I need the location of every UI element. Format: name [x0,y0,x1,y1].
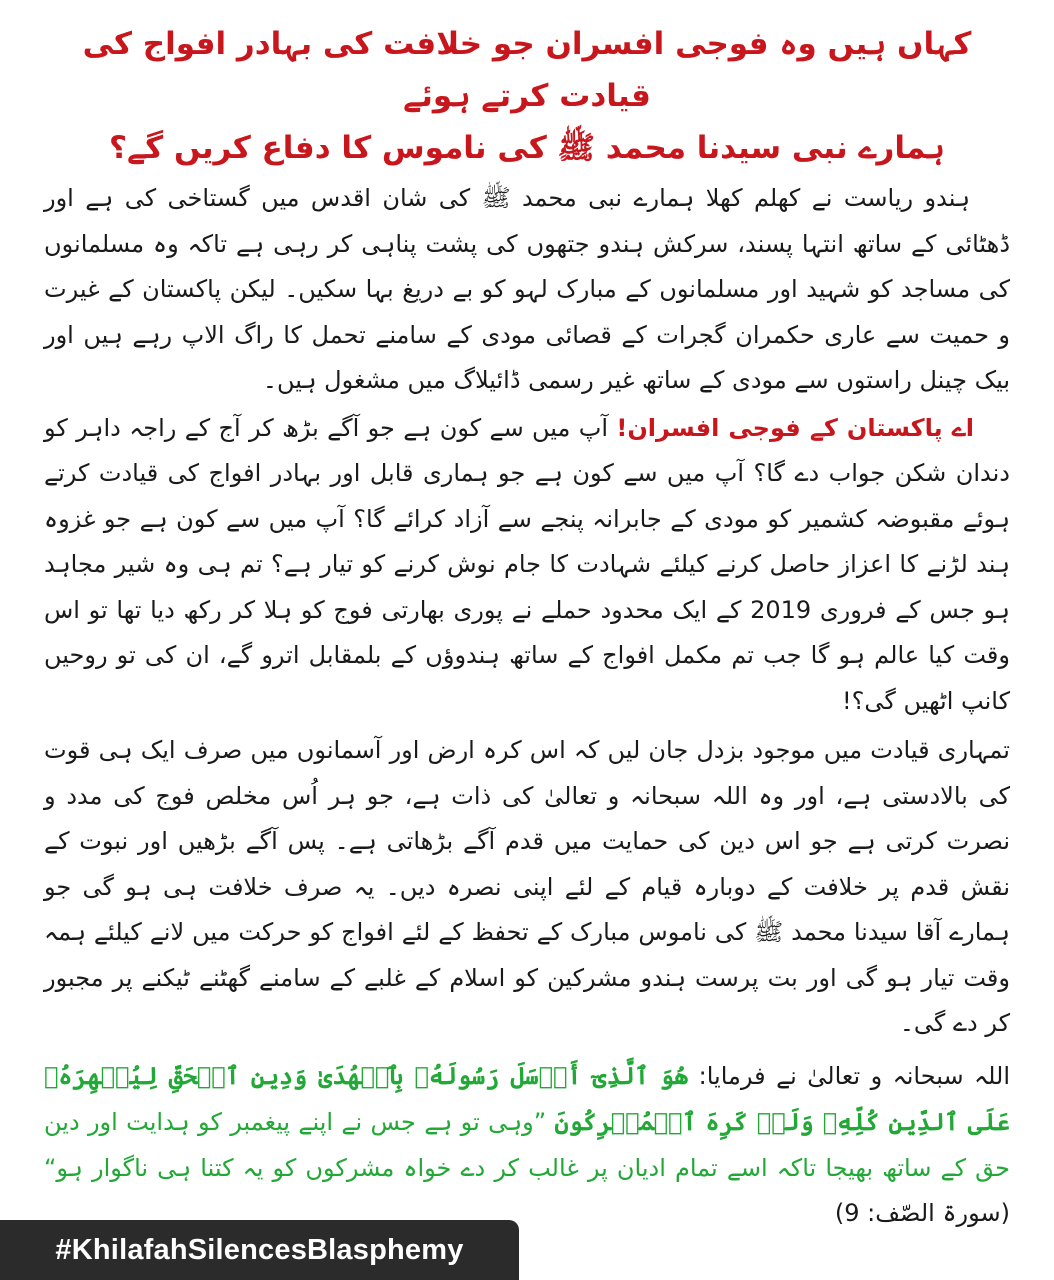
hashtag-banner: #KhilafahSilencesBlasphemy [0,1220,519,1280]
officers-address: اے پاکستان کے فوجی افسران! [616,413,974,442]
paragraph-2-body: آپ میں سے کون ہے جو آگے بڑھ کر آج کے راجہ داہر کو دندان شکن جواب دے گا؟ آپ میں سے کون ہے جو ہماری قابل اور بہادر افواج کی قیادت کرتے ہوئے مقبوضہ کشمیر کو مودی کے جابرانہ پنجے سے آزاد کرائے گا؟ آپ میں سے کون ہے جو غزوہ ہند لڑنے کا اعزاز حاصل کرنے کیلئے شہادت کا جام نوش کرنے کو تیار ہے؟ تم ہی وہ شیر مجاہد ہو جس کے فروری 2019 کے ایک محدود حملے نے پوری بھارتی فوج کو ہلا کر رکھ دیا تھا تو اس وقت کیا عالم ہو گا جب تم مکمل افواج کے ساتھ ہندوؤں کے بلمقابل اترو گے، ان کی تو روحیں کانپ اٹھیں گی؟! [44,413,1010,715]
verse-translation: ”وہی تو ہے جس نے اپنے پیغمبر کو ہدایت اور دین حق کے ساتھ بھیجا تاکہ اسے تمام ادیان پر غالب کر دے خواہ مشرکوں کو یہ کتنا ہی ناگوار ہو“ [44,1108,1010,1182]
arabic-verse: هُوَ ٱلَّذِىٓ أَرۡسَلَ رَسُولَهُۥ بِٱلۡهُدَىٰ وَدِينِ ٱلۡحَقِّ لِيُظۡهِرَهُۥ عَلَى ٱلدِّينِ كُلِّهِۦ وَلَوۡ كَرِهَ ٱلۡمُشۡرِكُونَ [44,1060,1010,1136]
quran-verse-paragraph [44,1053,1010,1237]
verse-intro: اللہ سبحانہ و تعالیٰ نے فرمایا: [688,1061,1010,1090]
verse-reference: (سورۃ الصّف: 9) [834,1199,1010,1227]
title-line-1: کہاں ہیں وہ فوجی افسران جو خلافت کی بہادر افواج کی قیادت کرتے ہوئے [82,26,972,114]
paragraph-1: ہندو ریاست نے کھلم کھلا ہمارے نبی محمد ﷺ کی شان اقدس میں گستاخی کی ہے اور ڈھٹائی کے ساتھ انتہا پسند، سرکش ہندو جتھوں کی پشت پناہی کر رہی ہے تاکہ وہ مسلمانوں کی مساجد کو شہید اور مسلمانوں کے مبارک لہو کو بے دریغ بہا سکیں۔ لیکن پاکستان کے غیرت و حمیت سے عاری حکمران گجرات کے قصائی مودی کے سامنے تحمل کا راگ الاپ رہے ہیں اور بیک چینل راستوں سے مودی کے ساتھ غیر رسمی ڈائیلاگ میں مشغول ہیں۔ [44,184,1010,394]
paragraph-3: تمہاری قیادت میں موجود بزدل جان لیں کہ اس کرہ ارض اور آسمانوں میں صرف ایک ہی قوت کی بالادستی ہے، اور وہ اللہ سبحانہ و تعالیٰ کی ذات ہے، جو ہر اُس مخلص فوج کی مدد و نصرت کرتی ہے جو اس دین کی حمایت میں قدم آگے بڑھاتی ہے۔ پس آگے بڑھیں اور نبوت کے نقش قدم پر خلافت کے دوبارہ قیام کے لئے اپنی نصرہ دیں۔ یہ صرف خلافت ہی ہو گی جو ہمارے آقا سیدنا محمد ﷺ کی ناموس مبارک کے تحفظ کے لئے افواج کو حرکت میں لانے کیلئے ہمہ وقت تیار ہو گی اور بت پرست ہندو مشرکین کو اسلام کے غلبے کے سامنے گھٹنے ٹیکنے پر مجبور کر دے گی۔ [44,736,1010,1037]
title-line-2: ہمارے نبی سیدنا محمد ﷺ کی ناموس کا دفاع کریں گے؟ [109,130,945,166]
paragraph-2 [44,406,1010,725]
page-title [44,18,1010,174]
